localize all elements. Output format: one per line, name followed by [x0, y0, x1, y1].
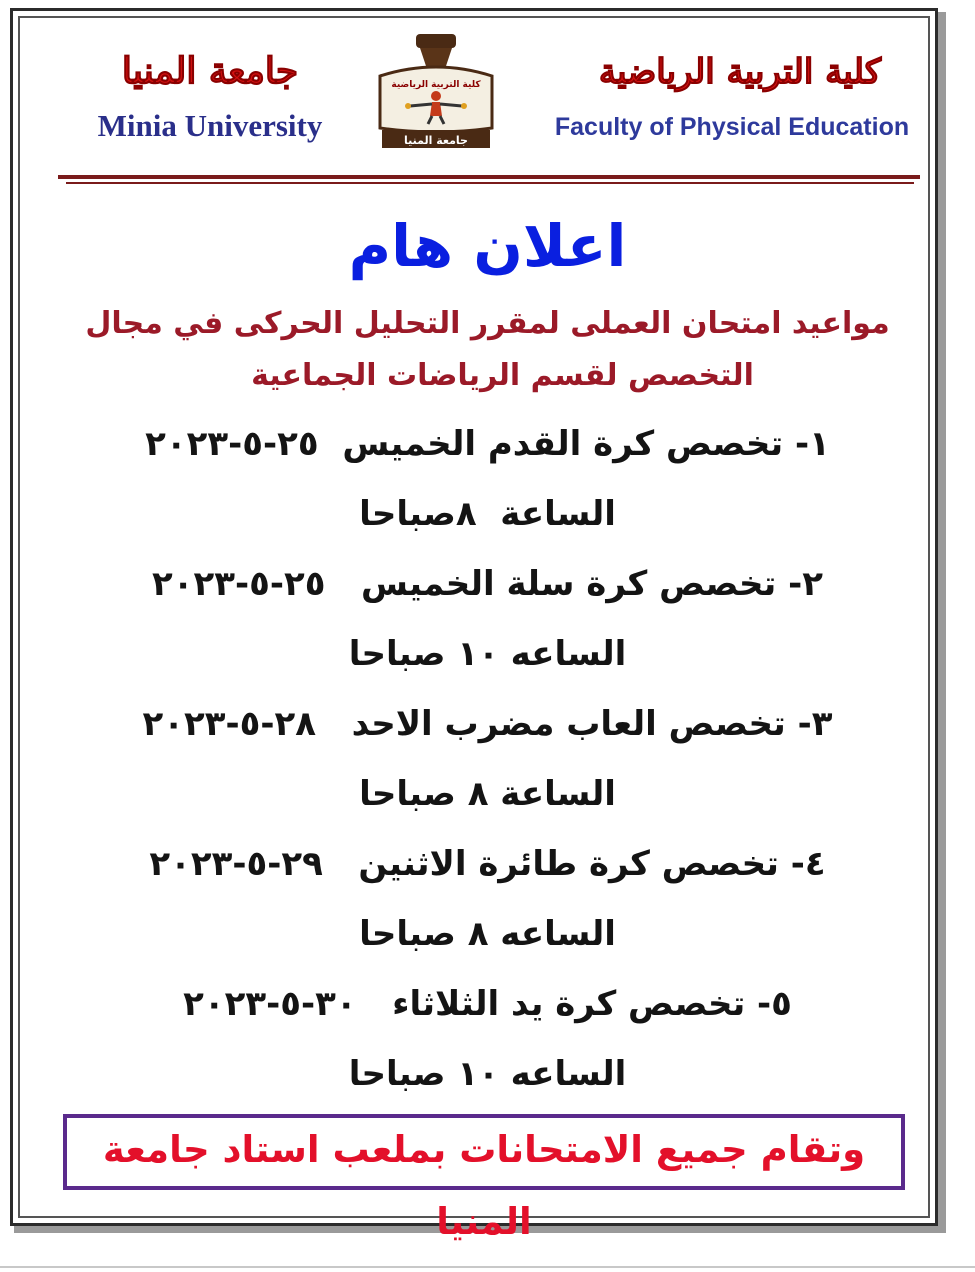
faculty-name-english: Faculty of Physical Education [554, 113, 910, 141]
faculty-name-arabic: كلية التربية الرياضية [598, 52, 882, 92]
logo-bottom-text: جامعة المنيا [404, 134, 468, 147]
schedule-item-4-time: الساعه ٨ صباحا [359, 914, 616, 954]
university-name-arabic: جامعة المنيا [121, 50, 299, 92]
logo-top-text: كلية التربية الرياضية [391, 80, 481, 90]
subtitle-line-1: مواعيد امتحان العملى لمقرر التحليل الحركى في مجال [85, 306, 890, 341]
schedule-item-1-time: الساعة ٨صباحا [359, 494, 616, 534]
logo-torch-top [416, 34, 456, 48]
footer-note: وتقام جميع الامتحانات بملعب استاد جامعة المنيا [102, 1128, 866, 1243]
page-shadow-right [938, 12, 946, 1226]
schedule-item-2-time: الساعه ١٠ صباحا [348, 634, 627, 674]
faculty-logo [370, 32, 502, 150]
subtitle-line-2: التخصص لقسم الرياضات الجماعية [251, 358, 754, 393]
schedule-item-3-title: ٣- تخصص العاب مضرب الاحد ٢٨-٥-٢٠٢٣ [142, 704, 833, 744]
logo-rings-right [461, 103, 467, 109]
header-divider-thin [66, 182, 914, 184]
page-bottom-divider [0, 1266, 975, 1268]
announcement-subtitle [0, 298, 975, 402]
logo-rings-left [405, 103, 411, 109]
header-divider-thick [58, 175, 920, 179]
announcement-headline: اعلان هام [348, 212, 627, 280]
schedule-item-1-title: ١- تخصص كرة القدم الخميس ٢٥-٥-٢٠٢٣ [145, 424, 830, 464]
logo-athlete-head [431, 91, 441, 101]
page-inner-border [18, 16, 930, 1243]
schedule-item-3-time: الساعة ٨ صباحا [359, 774, 616, 814]
schedule-item-4-title: ٤- تخصص كرة طائرة الاثنين ٢٩-٥-٢٠٢٣ [149, 844, 826, 884]
university-name-english: Minia University [97, 108, 323, 143]
schedule-item-2-title: ٢- تخصص كرة سلة الخميس ٢٥-٥-٢٠٢٣ [151, 564, 824, 604]
schedule-item-5-title: ٥- تخصص كرة يد الثلاثاء ٣٠-٥-٢٠٢٣ [183, 984, 792, 1024]
schedule-item-5-time: الساعه ١٠ صباحا [348, 1054, 627, 1094]
